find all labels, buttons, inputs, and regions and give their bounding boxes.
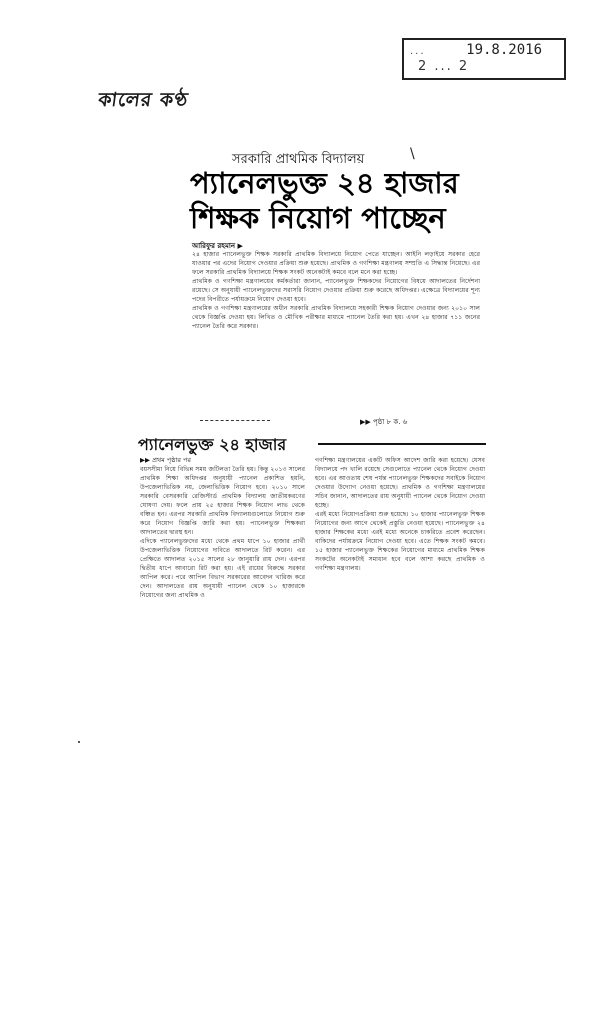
from-page-marker: ▶▶ প্রথম পৃষ্ঠার পর: [140, 456, 191, 464]
article-kicker: সরকারি প্রাথমিক বিদ্যালয়: [232, 152, 365, 167]
headline-line-1: প্যানেলভুক্ত ২৪ হাজার: [190, 166, 459, 200]
paragraph: ২৪ হাজার প্যানেলভুক্ত শিক্ষক সরকারি প্রাথমিক বিদ্যালয়ে নিয়োগ পেতে যাচ্ছেন। আইনি লড়াইয়ে সরকার হেরে যাওয়ার পর এদের নিয়োগ দেওয়ার প্রক্রিয়া শুরু হয়েছে। প্রাথমিক ও গণশিক্ষা মন্ত্রণালয় সম্প্রতি এ সিদ্ধান্ত নিয়েছে। এর ফলে সরকারি প্রাথমিক বিদ্যালয়ে শিক্ষক সংকট অনেকটাই কমবে বলে মনে করা হচ্ছে।: [192, 251, 480, 276]
continuation-header: প্যানেলভুক্ত ২৪ হাজার: [138, 435, 287, 454]
newspaper-masthead: কালের কণ্ঠ: [96, 89, 190, 111]
stamp-date: 19.8.2016: [466, 42, 542, 58]
jump-line: ▶▶ পৃষ্ঠা ৮ ক. ৬: [360, 418, 408, 426]
header-rule: [318, 443, 486, 445]
article-body: [192, 250, 480, 331]
divider: [200, 420, 270, 421]
paragraph: এরই মধ্যে নিয়োগপ্রক্রিয়া শুরু হয়েছে। ১০ হাজার প্যানেলভুক্ত শিক্ষক নিয়োগের জন্য আগে থেকেই প্রস্তুতি নেওয়া হয়েছে। প্যানেলভুক্ত ২৪ হাজার শিক্ষকের মধ্যে এরই মধ্যে অনেকে চাকরিতে প্রবেশ করেছেন। বাকিদের পর্যায়ক্রমে নিয়োগ দেওয়া হবে। এতে শিক্ষক সংকট কমবে। ১৫ হাজার প্যানেলভুক্ত শিক্ষকের নিয়োগের মাধ্যমে প্রাথমিক শিক্ষক সংকটের অনেকটাই সমাধান হবে বলে আশা করছে প্রাথমিক ও গণশিক্ষা মন্ত্রণালয়।: [315, 511, 485, 572]
scan-speck: [78, 741, 80, 743]
paragraph: প্রাথমিক ও গণশিক্ষা মন্ত্রণালয়ের কর্মকর্তারা জানান, প্যানেলভুক্ত শিক্ষকদের নিয়োগের বিষয়ে আদালতের নির্দেশনা রয়েছে। সে অনুযায়ী প্যানেলভুক্তদের সরাসরি নিয়োগ দেওয়ার প্রক্রিয়া শুরু করেছে অধিদপ্তর। এক্ষেত্রে বিদ্যালয়ের শূন্য পদের বিপরীতে পর্যায়ক্রমে নিয়োগ দেওয়া হবে।: [192, 278, 480, 303]
paragraph: গণশিক্ষা মন্ত্রণালয়ের একটি অফিস আদেশ জারি করা হয়েছে। যেসব বিদ্যালয়ে পদ খালি রয়েছে সেগুলোতে প্যানেল থেকে নিয়োগ দেওয়া হবে। এর আওতায় শেষ পর্যন্ত প্যানেলভুক্ত শিক্ষকদের সবাইকে নিয়োগ দেওয়ার উদ্যোগ নেওয়া হয়েছে। প্রাথমিক ও গণশিক্ষা মন্ত্রণালয়ের সচিব জানান, আদালতের রায় অনুযায়ী প্যানেল থেকে নিয়োগ দেওয়া হচ্ছে।: [315, 457, 485, 509]
stamp-marks: ...: [410, 46, 426, 57]
headline-line-2: শিক্ষক নিয়োগ পাচ্ছেন: [190, 201, 446, 235]
byline: আরিফুর রহমান ▶: [192, 242, 243, 250]
paragraph: বয়সসীমা নিয়ে বিভিন্ন সময় জটিলতা তৈরি হয়। কিন্তু ২০১৩ সালের প্রাথমিক শিক্ষা অধিদপ্তর অনুযায়ী প্যানেল প্রকাশিত হয়নি, উপজেলাভিত্তিক নয়, জেলাভিত্তিক নিয়োগ হবে। ২০১০ সালে সরকারি বেসরকারি রেজিস্টার্ড প্রাথমিক বিদ্যালয় জাতীয়করণের ঘোষণা দেয়। ফলে প্রায় ২৫ হাজার শিক্ষক নিয়োগ লাভ থেকে বঞ্চিত হন। এরপর সরকারি প্রাথমিক বিদ্যালয়গুলোতে নিয়োগ শুরু করে নিয়োগ বিজ্ঞপ্তি জারি করা হয়। প্যানেলভুক্ত শিক্ষকরা আদালতের দ্বারস্থ হন।: [140, 466, 305, 536]
paragraph: এদিকে প্যানেলভুক্তদের মধ্যে থেকে প্রথম ধাপে ১০ হাজার প্রার্থী উপজেলাভিত্তিক নিয়োগের দাবিতে আদালতে রিট করেন। এর প্রেক্ষিতে আদালত ২০১৫ সালের ২৮ জানুয়ারি রায় দেন। এরপর দ্বিতীয় ধাপে আবারো রিট করা হয়। এই রায়ের বিরুদ্ধে সরকার আপিল করে। পরে আপিল বিভাগ সরকারের আবেদন খারিজ করে দেন। আদালতের রায় অনুযায়ী প্যানেল থেকে ১০ হাজারকে নিয়োগের জন্য প্রাথমিক ও: [140, 538, 305, 599]
paragraph: প্রাথমিক ও গণশিক্ষা মন্ত্রণালয়ের অধীন সরকারি প্রাথমিক বিদ্যালয়ে সহকারী শিক্ষক নিয়োগ দেওয়ার জন্য ২০১০ সাল থেকে বিজ্ঞপ্তি দেওয়া হয়। লিখিত ও মৌখিক পরীক্ষার মাধ্যমে প্যানেল তৈরি করা হয়। এখন ২৪ হাজার ৭১১ জনের প্যানেল তৈরি করে সরকার।: [192, 305, 480, 330]
date-stamp: [402, 38, 566, 80]
stamp-signature: 2 ... 2: [418, 59, 470, 74]
continuation-column-1: [140, 465, 305, 600]
pen-mark: \: [410, 146, 415, 162]
continuation-column-2: [315, 456, 485, 573]
